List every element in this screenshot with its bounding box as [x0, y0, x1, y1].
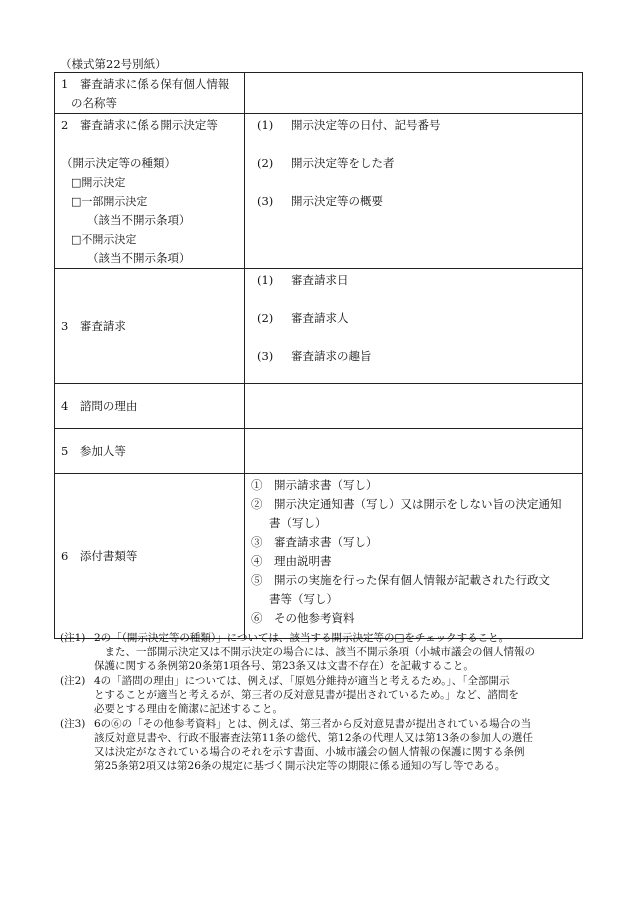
- note-1-line1: 2の「（開示決定等の種類）」については、該当する開示決定等の□をチェックすること。: [94, 632, 510, 644]
- row-participants: [55, 429, 583, 474]
- note-1: [60, 631, 590, 673]
- attachment-4: ④ 理由説明書: [251, 554, 332, 568]
- note-2-line2: とすることが適当と考えるが、第三者の反対意見書が提出されているため。」など、諮問を: [94, 689, 519, 701]
- attachment-2-line1: ② 開示決定通知書（写し）又は開示をしない旨の決定通知: [251, 497, 562, 511]
- note-1-line2: また、一部開示決定又は不開示決定の場合には、該当不開示条項（小城市議会の個人情報の: [94, 646, 535, 658]
- attachment-6: ⑥ その他参考資料: [251, 611, 355, 625]
- form-label: （様式第22号別紙）: [60, 57, 167, 71]
- note-2-line3: 必要とする理由を簡潔に記述すること。: [94, 703, 283, 715]
- row6-label: 6 添付書類等: [61, 548, 138, 563]
- row1-value-cell[interactable]: [245, 73, 583, 114]
- decision-item-1: (1) 開示決定等の日付、記号番号: [257, 118, 441, 132]
- note-3: [60, 717, 590, 773]
- row1-label-line1: 1 審査請求に係る保有個人情報: [61, 77, 230, 91]
- checkbox-partial-disclosure[interactable]: □一部開示決定: [71, 195, 148, 208]
- row4-value-cell[interactable]: [245, 384, 583, 429]
- attachment-2-line2: 書（写し）: [269, 516, 327, 530]
- checkbox-nondisclosure[interactable]: □不開示決定: [71, 233, 137, 246]
- decision-item-3: (3) 開示決定等の概要: [257, 194, 383, 208]
- notes-section: [60, 631, 590, 774]
- note-1-tag: (注1): [60, 632, 86, 644]
- decision-types-heading: （開示決定等の種類）: [61, 156, 176, 170]
- row-attachments: [55, 474, 583, 639]
- review-item-2: (2) 審査請求人: [257, 311, 349, 325]
- row5-value-cell[interactable]: [245, 429, 583, 474]
- note-3-line4: 第25条第2項又は第26条の規定に基づく開示決定等の期限に係る通知の写し等である。: [94, 760, 506, 772]
- row-review-request: [55, 269, 583, 384]
- partial-nondisclosure-clause-label: （該当不開示条項）: [87, 213, 191, 227]
- row-disclosure-decision: [55, 114, 583, 269]
- note-2: [60, 674, 590, 716]
- attachment-1: ① 開示請求書（写し）: [251, 478, 378, 492]
- row3-label: 3 審査請求: [61, 318, 126, 333]
- attachment-5-line1: ⑤ 開示の実施を行った保有個人情報が記載された行政文: [251, 573, 550, 587]
- note-3-line2: 該反対意見書や、行政不服審査法第11条の総代、第12条の代理人又は第13条の参加人の選任: [94, 732, 533, 744]
- note-3-line3: 又は決定がなされている場合のそれを示す書面、小城市議会の個人情報の保護に関する条例: [94, 746, 525, 758]
- row-inquiry-reason: [55, 384, 583, 429]
- checkbox-full-disclosure[interactable]: □開示決定: [71, 176, 126, 189]
- review-item-1: (1) 審査請求日: [257, 273, 349, 287]
- attachment-3: ③ 審査請求書（写し）: [251, 535, 378, 549]
- note-2-tag: (注2): [60, 675, 86, 687]
- review-item-3: (3) 審査請求の趣旨: [257, 349, 372, 363]
- note-3-tag: (注3): [60, 718, 86, 730]
- note-1-line3: 保護に関する条例第20条第1項各号、第23条又は文書不存在）を記載すること。: [94, 660, 474, 672]
- form-table: [54, 72, 583, 639]
- decision-item-2: (2) 開示決定等をした者: [257, 156, 395, 170]
- row5-label: 5 参加人等: [61, 443, 126, 458]
- row4-label: 4 諮問の理由: [61, 398, 138, 413]
- row2-label: 2 審査請求に係る開示決定等: [61, 118, 218, 132]
- note-3-line1: 6の⑥の「その他参考資料」とは、例えば、第三者から反対意見書が提出されている場合の当: [94, 718, 532, 730]
- row1-label-line2: の名称等: [71, 96, 117, 110]
- attachment-5-line2: 書等（写し）: [269, 592, 338, 606]
- note-2-line1: 4の「諮問の理由」については、例えば、「原処分維持が適当と考えるため。」、「全部開示: [94, 675, 510, 687]
- nondisclosure-clause-label: （該当不開示条項）: [87, 251, 191, 265]
- row-personal-info-name: [55, 73, 583, 114]
